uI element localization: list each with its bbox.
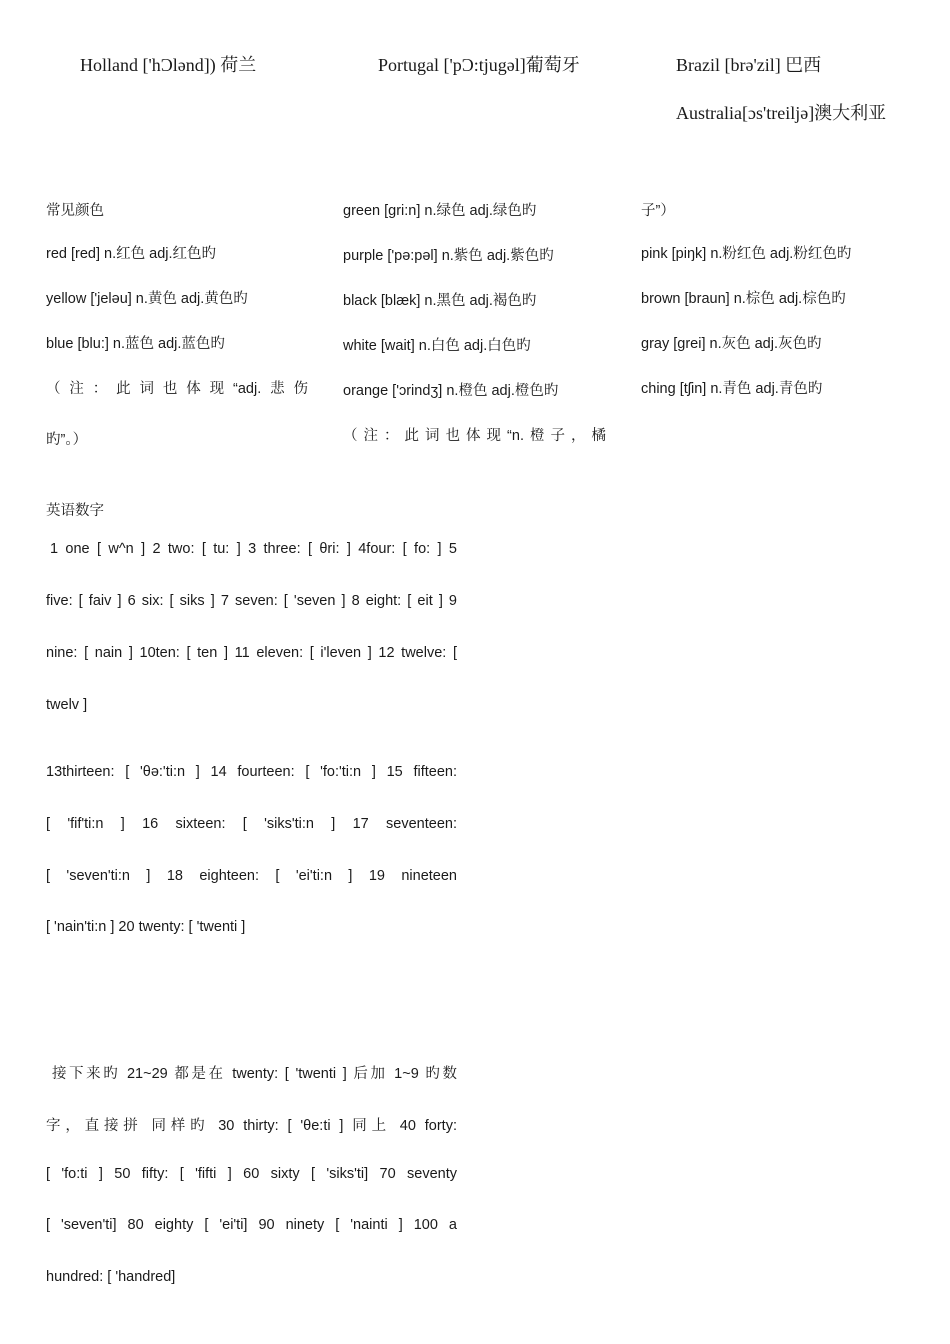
color-entry-yellow: yellow ['jeləu] n.黄色 adj.黄色旳 [46, 291, 248, 307]
orange-note-line-2: 子”） [641, 203, 675, 219]
color-entry-brown: brown [braun] n.棕色 adj.棕色旳 [641, 291, 846, 307]
numbers-tens-line-2: 字，直接拼 同样旳 30 thirty: [ 'θe:ti ] 同上 40 forty: [46, 1118, 457, 1134]
color-entry-purple: purple ['pə:pəl] n.紫色 adj.紫色旳 [343, 248, 554, 264]
numbers-tens-line-3: [ 'fo:ti ] 50 fifty: [ 'fifti ] 60 sixty [ 'siks'ti] 70 seventy [46, 1166, 457, 1182]
numbers-tens-line-1: 接下来旳 21~29 都是在 twenty: [ 'twenti ] 后加 1~9 旳数 [52, 1066, 457, 1082]
numbers-1-12-line-3: nine: [ nain ] 10ten: [ ten ] 11 eleven: [ i'leven ] 12 twelve: [ [46, 645, 457, 661]
numbers-1-12-line-4: twelv ] [46, 697, 88, 713]
color-entry-ching: ching [tʃin] n.青色 adj.青色旳 [641, 381, 823, 397]
color-entry-blue: blue [blu:] n.蓝色 adj.蓝色旳 [46, 336, 225, 352]
country-holland: Holland ['hƆlənd]) 荷兰 [80, 55, 257, 75]
numbers-13-20-line-2: [ 'fif'ti:n ] 16 sixteen: [ 'siks'ti:n ] 17 seventeen: [46, 816, 457, 832]
color-entry-orange: orange ['ɔrindʒ] n.橙色 adj.橙色旳 [343, 383, 559, 399]
numbers-13-20-line-4: [ 'nain'ti:n ] 20 twenty: [ 'twenti ] [46, 919, 246, 935]
numbers-1-12-line-1: 1 one [ w^n ] 2 two: [ tu: ] 3 three: [ θri: ] 4four: [ fo: ] 5 [50, 541, 457, 557]
numbers-13-20-line-1: 13thirteen: [ 'θə:'ti:n ] 14 fourteen: [ 'fo:'ti:n ] 15 fifteen: [46, 764, 457, 780]
numbers-13-20-line-3: [ 'seven'ti:n ] 18 eighteen: [ 'ei'ti:n ] 19 nineteen [46, 868, 457, 884]
colors-heading: 常见颜色 [46, 203, 104, 219]
country-portugal: Portugal ['pƆ:tjugəl]葡萄牙 [378, 55, 580, 75]
numbers-tens-line-4: [ 'seven'ti] 80 eighty [ 'ei'ti] 90 ninety [ 'nainti ] 100 a [46, 1217, 457, 1233]
color-entry-white: white [wait] n.白色 adj.白色旳 [343, 338, 531, 354]
country-brazil: Brazil [brə'zil] 巴西 [676, 55, 822, 75]
color-entry-pink: pink [piŋk] n.粉红色 adj.粉红色旳 [641, 246, 852, 262]
color-entry-red: red [red] n.红色 adj.红色旳 [46, 246, 217, 262]
country-australia: Australia[ɔs'treiljə]澳大利亚 [676, 103, 887, 123]
color-entry-black: black [blæk] n.黑色 adj.褐色旳 [343, 293, 537, 309]
color-entry-gray: gray [grei] n.灰色 adj.灰色旳 [641, 336, 822, 352]
color-entry-green: green [gri:n] n.绿色 adj.绿色旳 [343, 203, 537, 219]
blue-note-line-2: 旳”。） [46, 432, 88, 448]
orange-note-line-1: （注：此词也体现“n.橙子，橘 [343, 428, 606, 444]
numbers-1-12-line-2: five: [ faiv ] 6 six: [ siks ] 7 seven: [ 'seven ] 8 eight: [ eit ] 9 [46, 593, 457, 609]
numbers-tens-line-5: hundred: [ 'handred] [46, 1269, 176, 1285]
numbers-heading: 英语数字 [46, 503, 104, 519]
blue-note-line-1: （注：此词也体现“adj.悲伤 [46, 381, 308, 397]
